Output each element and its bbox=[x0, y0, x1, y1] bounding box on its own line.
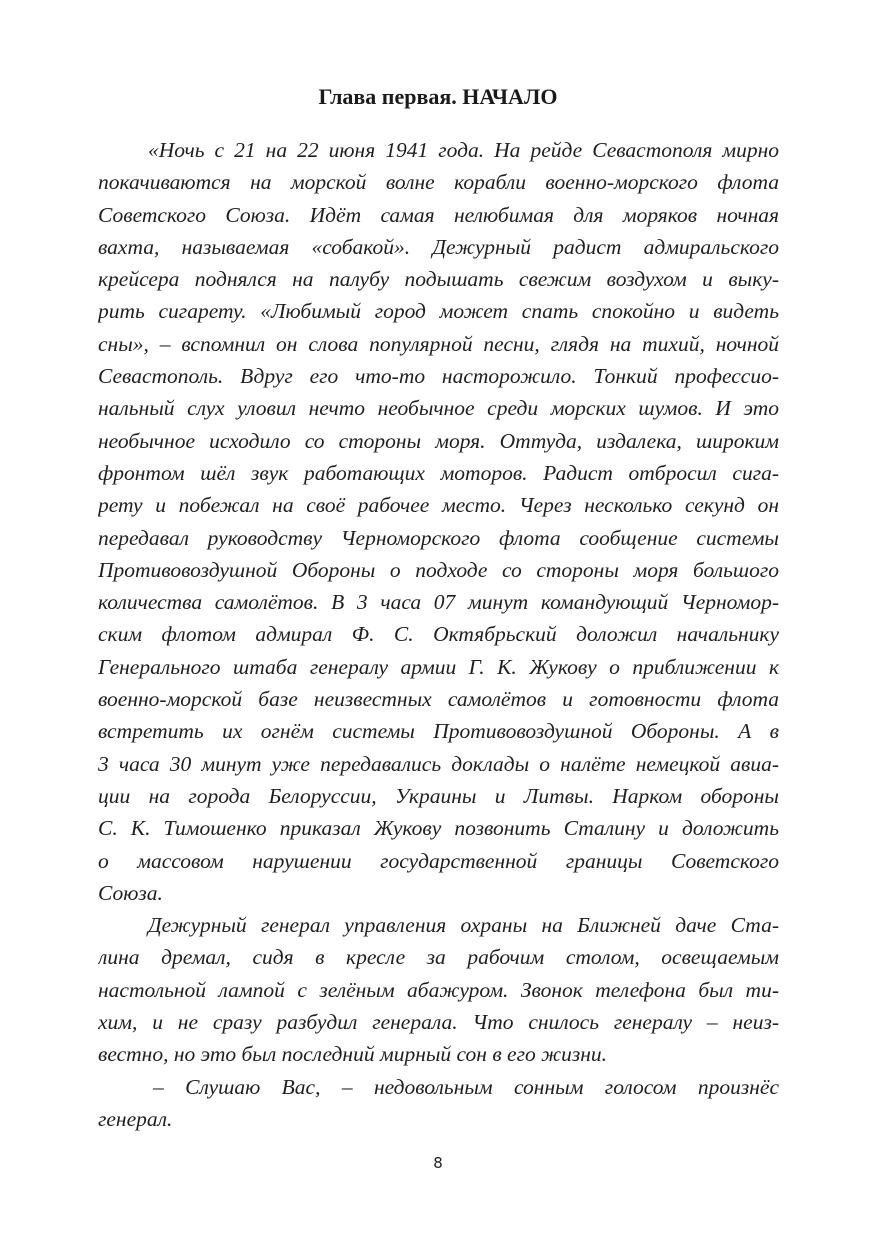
text-line: передавал руководству Черноморского флота сообщение системы bbox=[98, 525, 779, 550]
text-line: генерал. bbox=[98, 1106, 173, 1131]
text-line: ции на города Белоруссии, Украины и Литвы. Нарком обороны bbox=[98, 783, 779, 808]
text-line: Противовоздушной Обороны о подходе со стороны моря большого bbox=[98, 557, 779, 582]
text-line: Генерального штаба генералу армии Г. К. Жукову о приближении к bbox=[98, 654, 779, 679]
text-line: необычное исходило со стороны моря. Оттуда, издалека, широким bbox=[98, 428, 779, 453]
chapter-title: Глава первая. НАЧАЛО bbox=[318, 84, 558, 109]
text-line: ским флотом адмирал Ф. С. Октябрьский доложил начальнику bbox=[98, 622, 779, 647]
text-line: 3 часа 30 минут уже передавались доклады о налёте немецкой авиа- bbox=[98, 751, 779, 776]
page-number: 8 bbox=[433, 1154, 443, 1172]
text-line: Советского Союза. Идёт самая нелюбимая для моряков ночная bbox=[98, 202, 779, 227]
text-line: рить сигарету. «Любимый город может спать спокойно и видеть bbox=[98, 299, 779, 324]
text-line: вестно, но это был последний мирный сон в его жизни. bbox=[98, 1042, 608, 1067]
text-line: количества самолётов. В 3 часа 07 минут командующий Черномор- bbox=[98, 590, 779, 615]
text-line: Союза. bbox=[98, 880, 163, 905]
text-line: Дежурный генерал управления охраны на Ближней даче Ста- bbox=[148, 913, 779, 938]
text-line: сны», – вспомнил он слова популярной песни, глядя на тихий, ночной bbox=[98, 331, 779, 356]
text-line: «Ночь с 21 на 22 июня 1941 года. На рейде Севастополя мирно bbox=[148, 138, 779, 162]
text-line: крейсера поднялся на палубу подышать свежим воздухом и выку- bbox=[98, 267, 779, 292]
text-line: хим, и не сразу разбудил генерала. Что снилось генералу – неиз- bbox=[98, 1010, 779, 1035]
text-line: – Слушаю Вас, – недовольным сонным голосом произнёс bbox=[153, 1074, 779, 1099]
text-line: покачиваются на морской волне корабли военно-морского флота bbox=[98, 170, 779, 195]
text-line: вахта, называемая «собакой». Дежурный радист адмиральского bbox=[98, 234, 779, 259]
text-line: нальный слух уловил нечто необычное среди морских шумов. И это bbox=[98, 396, 779, 421]
body-text bbox=[98, 134, 779, 1135]
text-line: о массовом нарушении государственной границы Советского bbox=[98, 848, 779, 873]
text-line: Севастополь. Вдруг его что-то насторожило. Тонкий профессио- bbox=[98, 364, 779, 389]
text-line: С. К. Тимошенко приказал Жукову позвонить Сталину и доложить bbox=[98, 816, 779, 841]
text-line: лина дремал, сидя в кресле за рабочим столом, освещаемым bbox=[98, 945, 779, 970]
text-line: встретить их огнём системы Противовоздушной Обороны. А в bbox=[98, 719, 779, 744]
text-line: рету и побежал на своё рабочее место. Через несколько секунд он bbox=[98, 493, 779, 518]
text-line: настольной лампой с зелёным абажуром. Звонок телефона был ти- bbox=[98, 977, 779, 1002]
text-line: военно-морской базе неизвестных самолётов и готовности флота bbox=[98, 687, 779, 712]
text-line: фронтом шёл звук работающих моторов. Радист отбросил сига- bbox=[98, 460, 779, 485]
